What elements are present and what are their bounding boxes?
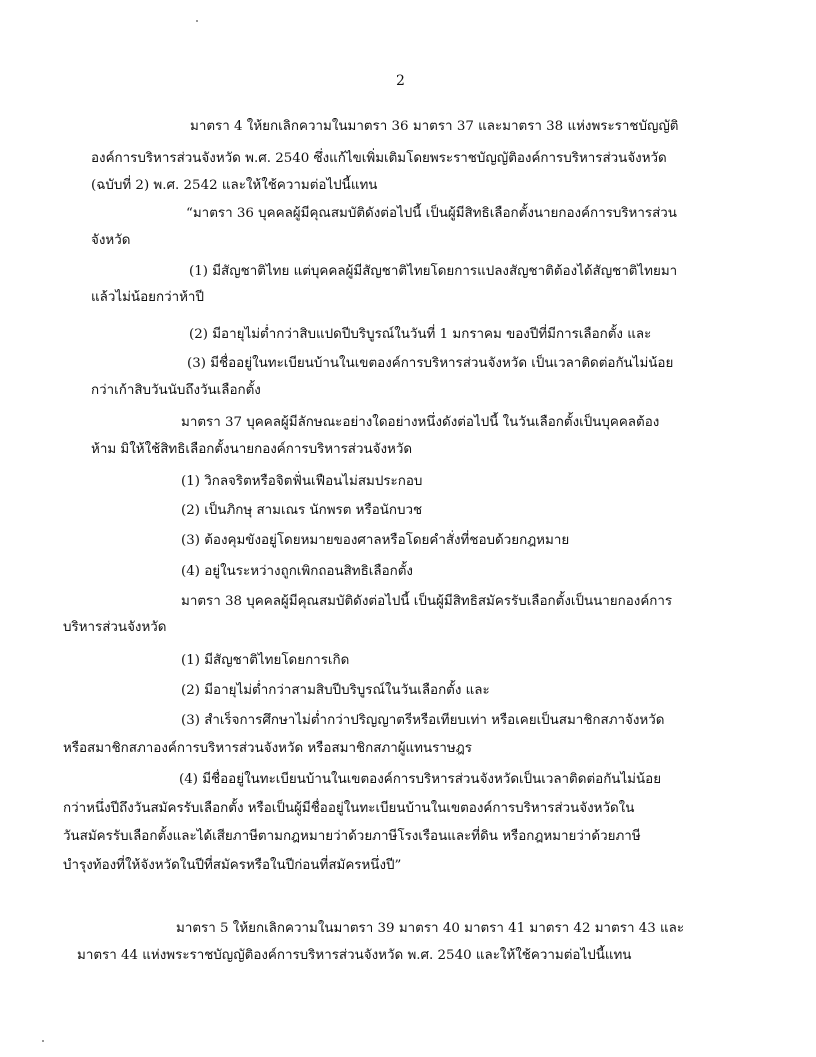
- text-line: องค์การบริหารส่วนจังหวัด พ.ศ. 2540 ซึ่งแก้ไขเพิ่มเติมโดยพระราชบัญญัติองค์การบริหารส่วนจังหวัด: [91, 151, 667, 166]
- text-line: หรือสมาชิกสภาองค์การบริหารส่วนจังหวัด หรือสมาชิกสภาผู้แทนราษฎร: [63, 741, 472, 756]
- text-line: (ฉบับที่ 2) พ.ศ. 2542 และให้ใช้ความต่อไปนี้แทน: [91, 178, 378, 193]
- text-line: (3) ต้องคุมขังอยู่โดยหมายของศาลหรือโดยคำสั่งที่ชอบด้วยกฎหมาย: [181, 533, 570, 548]
- scan-speck: [196, 20, 198, 22]
- text-line: จังหวัด: [91, 233, 131, 248]
- text-line: “มาตรา 36 บุคคลผู้มีคุณสมบัติดังต่อไปนี้ เป็นผู้มีสิทธิเลือกตั้งนายกองค์การบริหารส่วน: [186, 206, 677, 221]
- text-line: (4) อยู่ในระหว่างถูกเพิกถอนสิทธิเลือกตั้ง: [181, 564, 413, 579]
- text-line: (3) มีชื่ออยู่ในทะเบียนบ้านในเขตองค์การบริหารส่วนจังหวัด เป็นเวลาติดต่อกันไม่น้อย: [187, 356, 674, 371]
- text-line: มาตรา 5 ให้ยกเลิกความในมาตรา 39 มาตรา 40 มาตรา 41 มาตรา 42 มาตรา 43 และ: [176, 921, 685, 936]
- text-line: มาตรา 37 บุคคลผู้มีลักษณะอย่างใดอย่างหนึ่งดังต่อไปนี้ ในวันเลือกตั้งเป็นบุคคลต้อง: [181, 415, 660, 430]
- text-line: กว่าเก้าสิบวันนับถึงวันเลือกตั้ง: [91, 383, 261, 398]
- text-line: (2) มีอายุไม่ต่ำกว่าสามสิบปีบริบูรณ์ในวันเลือกตั้ง และ: [181, 683, 490, 698]
- text-line: วันสมัครรับเลือกตั้งและได้เสียภาษีตามกฎหมายว่าด้วยภาษีโรงเรือนและที่ดิน หรือกฎหมายว่าด้วยภาษี: [63, 829, 641, 844]
- text-line: (2) เป็นภิกษุ สามเณร นักพรต หรือนักบวช: [181, 503, 423, 518]
- text-line: มาตรา 44 แห่งพระราชบัญญัติองค์การบริหารส่วนจังหวัด พ.ศ. 2540 และให้ใช้ความต่อไปนี้แทน: [77, 948, 632, 963]
- text-line: แล้วไม่น้อยกว่าห้าปี: [91, 290, 204, 305]
- text-line: กว่าหนึ่งปีถึงวันสมัครรับเลือกตั้ง หรือเป็นผู้มีชื่ออยู่ในทะเบียนบ้านในเขตองค์การบริหารส่วนจังหวัดใน: [63, 801, 635, 816]
- text-line: (3) สำเร็จการศึกษาไม่ต่ำกว่าปริญญาตรีหรือเทียบเท่า หรือเคยเป็นสมาชิกสภาจังหวัด: [181, 713, 665, 728]
- text-line: บำรุงท้องที่ให้จังหวัดในปีที่สมัครหรือในปีก่อนที่สมัครหนึ่งปี”: [63, 858, 402, 873]
- page-number: 2: [396, 73, 405, 89]
- text-line: (1) มีสัญชาติไทยโดยการเกิด: [181, 653, 350, 668]
- text-line: มาตรา 4 ให้ยกเลิกความในมาตรา 36 มาตรา 37 และมาตรา 38 แห่งพระราชบัญญัติ: [190, 119, 679, 134]
- text-line: (4) มีชื่ออยู่ในทะเบียนบ้านในเขตองค์การบริหารส่วนจังหวัดเป็นเวลาติดต่อกันไม่น้อย: [179, 772, 662, 787]
- text-line: มาตรา 38 บุคคลผู้มีคุณสมบัติดังต่อไปนี้ เป็นผู้มีสิทธิสมัครรับเลือกตั้งเป็นนายกองค์การ: [181, 594, 673, 609]
- text-line: (2) มีอายุไม่ต่ำกว่าสิบแปดปีบริบูรณ์ในวันที่ 1 มกราคม ของปีที่มีการเลือกตั้ง และ: [189, 327, 652, 342]
- text-line: บริหารส่วนจังหวัด: [63, 620, 167, 635]
- scan-speck: [42, 1040, 44, 1042]
- text-line: ห้าม มิให้ใช้สิทธิเลือกตั้งนายกองค์การบริหารส่วนจังหวัด: [91, 442, 413, 457]
- text-line: (1) วิกลจริตหรือจิตฟั่นเฟือนไม่สมประกอบ: [181, 474, 423, 489]
- text-line: (1) มีสัญชาติไทย แต่บุคคลผู้มีสัญชาติไทยโดยการแปลงสัญชาติต้องได้สัญชาติไทยมา: [189, 264, 678, 279]
